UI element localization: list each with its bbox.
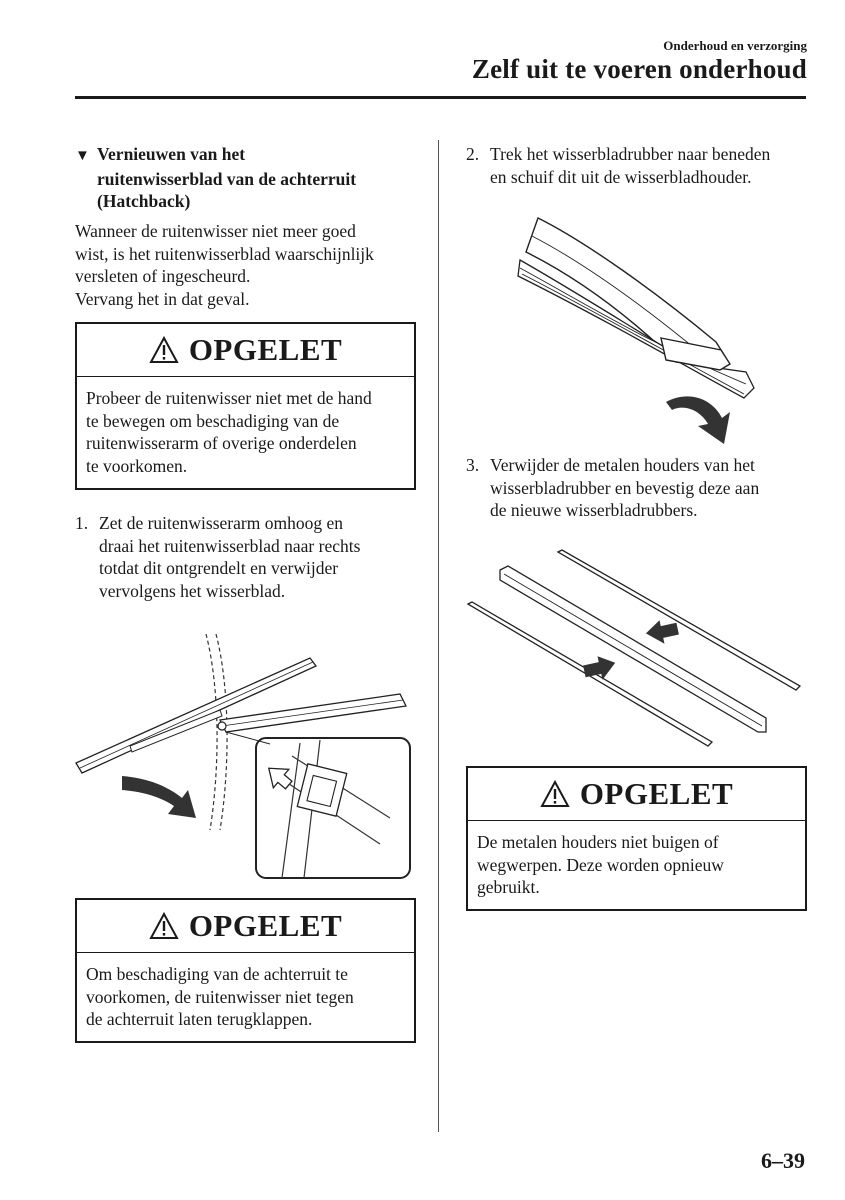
section-heading	[75, 143, 420, 213]
step-number: 1.	[75, 513, 89, 533]
header-rule	[75, 96, 806, 99]
caution-line: gebruikt.	[477, 877, 540, 897]
warning-triangle-icon	[540, 780, 570, 808]
intro-line: versleten of ingescheurd.	[75, 266, 251, 286]
caution-box-2	[75, 898, 416, 1043]
warning-triangle-icon	[149, 912, 179, 940]
intro-line: Wanneer de ruitenwisser niet meer goed	[75, 221, 356, 241]
caution-body	[468, 821, 805, 907]
intro-line: wist, is het ruitenwisserblad waarschijnlijk	[75, 243, 374, 264]
caution-line: Om beschadiging van de achterruit te	[86, 964, 348, 984]
step-text: Verwijder de metalen houders van het wisserbladrubber en bevestig deze aan de nieuwe wisserbladrubbers.	[490, 455, 760, 520]
caution-box-3	[466, 766, 807, 911]
caution-body	[77, 377, 414, 485]
caution-title: OPGELET	[188, 908, 343, 943]
caution-line: te bewegen om beschadiging van de	[86, 410, 340, 431]
section-label: Onderhoud en verzorging	[663, 38, 807, 53]
caution-line: Probeer de ruitenwisser niet met de hand	[86, 388, 372, 408]
page-number: 6–39	[761, 1148, 805, 1173]
caution-line: voorkomen, de ruitenwisser niet tegen	[86, 986, 354, 1007]
caution-header	[77, 900, 414, 953]
column-divider	[438, 140, 439, 1132]
caution-box-1	[75, 322, 416, 490]
caution-line: wegwerpen. Deze worden opnieuw	[477, 854, 724, 875]
step-3	[466, 454, 811, 522]
caution-line: de achterruit laten terugklappen.	[86, 1009, 313, 1029]
caution-line: te voorkomen.	[86, 455, 188, 476]
heading-line-1: ▼ Vernieuwen van het	[75, 143, 420, 168]
rubber-pull-illustration	[516, 212, 766, 450]
caution-body	[77, 953, 414, 1039]
step-text: Trek het wisserbladrubber naar beneden en schuif dit uit de wisserbladhouder.	[490, 144, 771, 187]
caution-title: OPGELET	[188, 332, 343, 367]
heading-line-2: ruitenwisserblad van de achterruit	[97, 168, 357, 189]
caution-header	[468, 768, 805, 821]
heading-line-3: (Hatchback)	[97, 191, 191, 211]
step-2	[466, 143, 811, 188]
caution-line: De metalen houders niet buigen of	[477, 832, 719, 852]
intro-line: Vervang het in dat geval.	[75, 288, 250, 309]
caution-line: ruitenwisserarm of overige onderdelen	[86, 433, 357, 453]
caution-header	[77, 324, 414, 377]
metal-holders-illustration	[466, 548, 806, 748]
caution-title: OPGELET	[579, 776, 734, 811]
intro-paragraph	[75, 220, 420, 310]
page-title: Zelf uit te voeren onderhoud	[471, 54, 807, 84]
wiper-blade-removal-illustration	[70, 628, 420, 878]
step-number: 3.	[466, 455, 480, 475]
step-number: 2.	[466, 144, 480, 164]
warning-triangle-icon	[149, 336, 179, 364]
triangle-down-icon: ▼	[75, 148, 90, 164]
step-1	[75, 512, 420, 602]
step-text: Zet de ruitenwisserarm omhoog en draai het ruitenwisserblad naar rechts totdat dit ontgrendelt en verwijder vervolgens het wisserblad.	[99, 513, 361, 601]
